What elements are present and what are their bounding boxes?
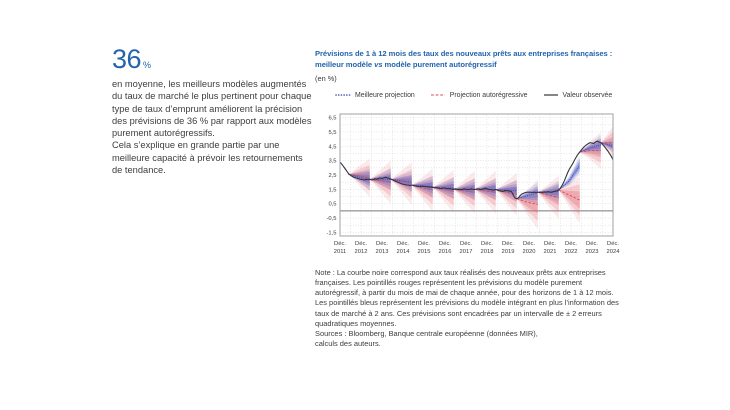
chart-legend [335,90,631,100]
note-text: Note : La courbe noire correspond aux taux réalisés des nouveaux prêts aux entreprises françaises. Les pointillés rouges représentent les prévisions du modèle purement autorégressif, à partir du mois de mai de chaque année, pour des horizons de 1 à 12 mois. Les pointillés bleus représentent les prévisions du modèle intégrant en plus l’information des taux de marché à 2 ans. Ces prévisions sont encadrées par un intervalle de ± 2 erreurs quadratiques moyennes. [315,268,619,328]
svg-text:Déc.: Déc. [565,241,577,247]
svg-text:Déc.: Déc. [502,241,514,247]
svg-text:4,5: 4,5 [328,144,337,151]
svg-text:1,5: 1,5 [328,187,337,194]
svg-text:2017: 2017 [459,249,473,255]
svg-text:2019: 2019 [501,249,515,255]
svg-text:2021: 2021 [543,249,557,255]
svg-text:3,5: 3,5 [328,158,337,165]
svg-text:2018: 2018 [480,249,494,255]
svg-text:2011: 2011 [333,249,347,255]
key-figure-value: 36 [112,44,142,74]
sources-line-2: calculs des auteurs. [315,338,381,348]
svg-text:2015: 2015 [417,249,431,255]
svg-text:2,5: 2,5 [328,173,337,179]
svg-text:-1,5: -1,5 [326,230,337,237]
svg-text:Déc.: Déc. [523,241,535,247]
key-figure-panel [112,46,314,176]
chart-note [315,268,621,349]
svg-text:2022: 2022 [564,249,578,255]
svg-text:Déc.: Déc. [460,241,472,247]
key-figure-unit: % [143,60,152,70]
svg-text:0,5: 0,5 [328,201,337,208]
svg-text:Déc.: Déc. [418,241,430,247]
legend-label: Meilleure projection [355,91,415,99]
legend-label: Projection autorégressive [449,91,528,99]
svg-text:2014: 2014 [396,249,410,255]
svg-text:2016: 2016 [438,249,452,255]
chart-unit-label: (en %) [315,74,337,83]
dashed-line-icon [430,92,446,98]
key-figure-paragraph-1: en moyenne, les meilleurs modèles augmentés du taux de marché le plus pertinent pour chaque type de taux d’emprunt améliorent la précision des prévisions de 36 % par rapport aux modèles purement autorégressifs. [112,79,312,139]
legend-item-best-projection [335,92,415,99]
chart-title-line1: Prévisions de 1 à 12 mois des taux des nouveaux prêts aux entreprises françaises : [315,49,613,58]
svg-text:Déc.: Déc. [481,241,493,247]
chart-title-line2-pre: meilleur modèle [315,60,375,69]
chart-title-line2-post: modèle purement autorégressif [382,60,497,69]
svg-text:2012: 2012 [354,249,368,255]
svg-text:5,5: 5,5 [328,129,337,136]
legend-label: Valeur observée [562,91,613,99]
sources-line-1: Sources : Bloomberg, Banque centrale européenne (données MIR), [315,328,538,338]
forecast-fan-chart [315,109,621,259]
legend-item-observed-value [543,92,613,99]
key-figure [112,46,314,73]
chart-title-vs: vs [374,60,383,69]
chart-panel [315,48,631,349]
svg-text:Déc.: Déc. [607,241,619,247]
svg-text:2020: 2020 [522,249,536,255]
svg-text:-0,5: -0,5 [326,216,337,223]
svg-text:Déc.: Déc. [544,241,556,247]
svg-text:6,5: 6,5 [328,115,337,122]
key-figure-text [112,78,314,176]
svg-text:Déc.: Déc. [334,241,346,247]
svg-text:2013: 2013 [375,249,389,255]
svg-text:2023: 2023 [585,249,599,255]
key-figure-paragraph-2: Cela s’explique en grande partie par une meilleure capacité à prévoir les retournements de tendance. [112,140,303,175]
svg-text:Déc.: Déc. [586,241,598,247]
solid-line-icon [543,92,559,98]
svg-text:2024: 2024 [606,249,620,255]
svg-text:Déc.: Déc. [376,241,388,247]
legend-item-autoregressive-projection [430,92,528,99]
chart-title [315,48,631,70]
svg-text:Déc.: Déc. [439,241,451,247]
svg-text:Déc.: Déc. [397,241,409,247]
dotted-line-icon [335,92,351,98]
svg-text:Déc.: Déc. [355,241,367,247]
